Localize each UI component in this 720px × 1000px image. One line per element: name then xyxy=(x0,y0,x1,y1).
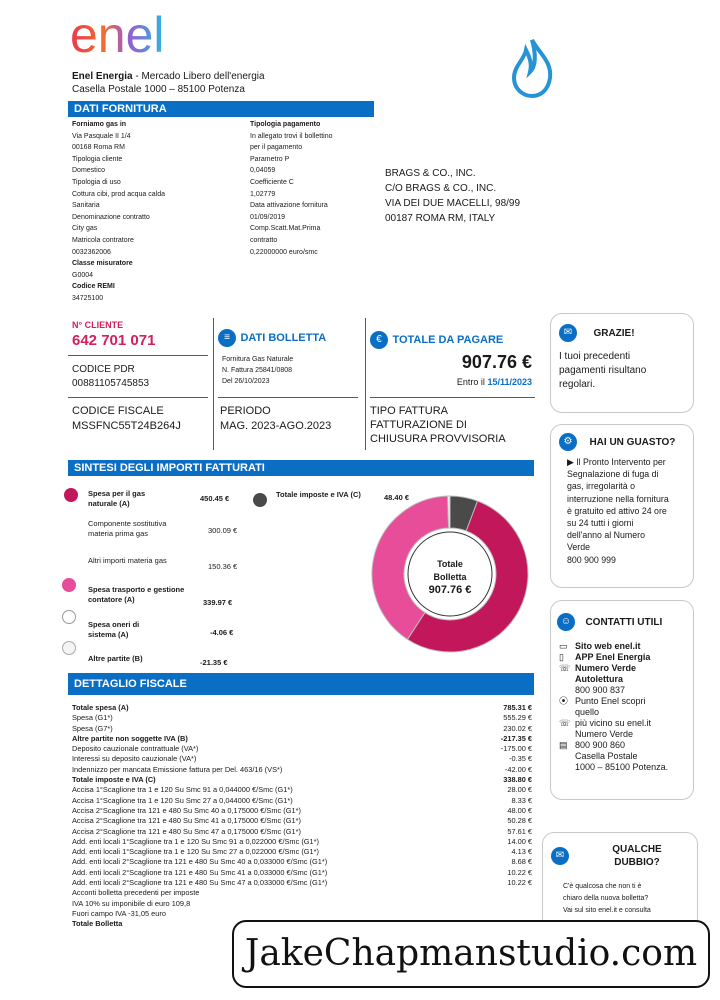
fiscale-row xyxy=(72,837,532,847)
fiscale-value xyxy=(472,909,532,919)
fiscale-value: 230.02 € xyxy=(503,723,532,733)
altri-importi-label: Altri importi materia gas xyxy=(88,556,167,565)
bolletta-title: DATI BOLLETTA xyxy=(240,332,327,344)
fiscale-label: Fuori campo IVA -31,05 euro xyxy=(72,908,166,918)
fiscale-value: 785.31 € xyxy=(503,703,532,712)
donut-center-label xyxy=(410,558,490,597)
guasto-title: HAI UN GUASTO? xyxy=(589,436,676,448)
pdr-value: 00881105745853 xyxy=(72,378,150,389)
periodo-value: MAG. 2023-AGO.2023 xyxy=(220,420,332,432)
fornitura-line: Domestico xyxy=(72,167,106,175)
fornitura-line: City gas xyxy=(72,225,98,233)
fiscale-label: Add. enti locali 1°Scaglione tra 1 e 120 Su Smc 91 a 0,022000 €/Smc (G1*) xyxy=(72,836,319,846)
tipo-value-1: FATTURAZIONE DI xyxy=(370,419,467,431)
cliente-label: N° CLIENTE xyxy=(72,320,124,330)
fiscale-value xyxy=(472,899,532,909)
contact-icon xyxy=(559,685,575,696)
contact-text: 800 900 860 xyxy=(575,740,626,750)
contact-icon xyxy=(559,729,575,740)
bolletta-title-row xyxy=(218,329,326,347)
fiscale-row xyxy=(72,909,532,919)
bolletta-details xyxy=(222,354,293,387)
guasto-line: interruzione nella fornitura xyxy=(567,493,669,504)
dubbio-line: chiaro della nuova bolletta? xyxy=(563,895,649,902)
svg-text:enel: enel xyxy=(70,7,165,63)
guasto-line: 800 900 999 xyxy=(567,554,616,565)
fornitura-left-column xyxy=(72,119,242,305)
fiscale-label: Acconti bolletta precedenti per imposte xyxy=(72,888,200,898)
cliente-block xyxy=(72,320,155,349)
fiscale-table xyxy=(72,703,532,930)
totale-due xyxy=(400,377,532,387)
fiscale-value: 10.22 € xyxy=(507,878,532,888)
fiscale-label: Spesa (G7*) xyxy=(72,723,113,733)
dubbio-title-2: DUBBIO? xyxy=(614,857,660,868)
fiscale-row xyxy=(72,888,532,898)
fornitura-line: 0032362006 xyxy=(72,248,111,256)
guasto-line: su 24 tutti i giorni xyxy=(567,518,634,529)
totale-title: TOTALE DA PAGARE xyxy=(392,334,504,346)
totale-iva-value: 48.40 € xyxy=(384,493,410,502)
fornitura-line: G0004 xyxy=(72,271,94,279)
dubbio-icon-wrap xyxy=(551,847,569,865)
company-name: Enel Energia xyxy=(72,71,133,82)
donut-label-1: Totale xyxy=(437,559,463,569)
contatti-row xyxy=(559,707,691,718)
fiscale-row xyxy=(72,734,532,744)
bolletta-line: N. Fattura 25841/0808 xyxy=(222,367,293,374)
fiscale-row xyxy=(72,878,532,888)
tipo-value-2: CHIUSURA PROVVISORIA xyxy=(370,433,506,445)
fornitura-line: Coefficiente C xyxy=(250,178,294,186)
fornitura-line: Denominazione contratto xyxy=(72,213,150,221)
dubbio-text xyxy=(563,881,651,917)
fornitura-line: Comp.Scatt.Mat.Prima xyxy=(250,225,321,233)
contatti-row xyxy=(559,652,691,663)
fiscale-label: Altre partite non soggette IVA (B) xyxy=(72,733,188,743)
legend-partite-dot xyxy=(62,641,76,655)
fiscale-value: 14.00 € xyxy=(507,836,532,846)
donut-label-2: Bolletta xyxy=(433,572,467,582)
fiscale-row xyxy=(72,724,532,734)
fiscale-label: Spesa (G1*) xyxy=(72,713,113,723)
fiscale-row xyxy=(72,703,532,713)
contact-icon: ▤ xyxy=(559,740,568,750)
fornitura-line: 0,04059 xyxy=(250,167,276,175)
dati-fornitura-header: DATI FORNITURA xyxy=(68,101,374,117)
fornitura-line: Tipologia pagamento xyxy=(250,121,321,128)
recipient-line: C/O BRAGS & CO., INC. xyxy=(385,183,497,194)
contact-text: 800 900 837 xyxy=(575,685,626,695)
periodo-label: PERIODO xyxy=(220,405,271,417)
fiscale-value: 4.13 € xyxy=(511,847,532,857)
totale-iva-label: Totale imposte e IVA (C) xyxy=(276,490,361,499)
donut-slice-3 xyxy=(448,496,450,528)
legend-iva-dot xyxy=(253,493,267,507)
contact-text: Numero Verde xyxy=(575,729,634,739)
trasporto-label: Spesa trasporto e gestione contatore (A) xyxy=(88,585,185,604)
codice-fiscale-block xyxy=(72,404,181,434)
cliente-number: 642 701 071 xyxy=(72,332,156,349)
fiscale-label: Totale imposte e IVA (C) xyxy=(72,775,156,785)
enel-logo xyxy=(70,6,200,66)
fiscale-row xyxy=(72,868,532,878)
contact-icon: ⦿ xyxy=(559,696,569,706)
sintesi-header: SINTESI DEGLI IMPORTI FATTURATI xyxy=(68,460,534,476)
fiscale-header: DETTAGLIO FISCALE xyxy=(68,673,534,695)
fiscale-value: 48.00 € xyxy=(507,805,532,815)
divider xyxy=(218,397,358,398)
contatti-row xyxy=(559,729,691,740)
contact-icon: ▯ xyxy=(559,652,564,662)
grazie-line: regolari. xyxy=(559,379,596,390)
contact-text: Autolettura xyxy=(575,674,623,684)
fornitura-line: Cottura cibi, prod acqua calda xyxy=(72,190,165,198)
dubbio-title-1: QUALCHE xyxy=(612,844,662,855)
totale-title-row xyxy=(370,331,503,349)
contatti-row xyxy=(559,641,691,652)
fiscale-row xyxy=(72,827,532,837)
fornitura-line: Matricola contratore xyxy=(72,236,134,244)
fornitura-line: 34725100 xyxy=(72,294,104,302)
bolletta-line: Fornitura Gas Naturale xyxy=(222,356,294,363)
spesa-gas-label: Spesa per il gas naturale (A) xyxy=(88,489,146,508)
fiscale-row xyxy=(72,713,532,723)
fiscale-label: Add. enti locali 2°Scaglione tra 121 e 480 Su Smc 47 a 0,033000 €/Smc (G1*) xyxy=(72,878,328,888)
fiscale-label: Totale spesa (A) xyxy=(72,703,129,712)
contact-icon: ☏ xyxy=(559,718,571,728)
guasto-line: Segnalazione di fuga di xyxy=(567,469,659,480)
fiscale-row xyxy=(72,899,532,909)
contatti-row xyxy=(559,740,691,751)
fiscale-label: Indennizzo per mancata Emissione fattura per Del. 463/16 (VS*) xyxy=(72,764,283,774)
grazie-line: I tuoi precedenti xyxy=(559,351,631,362)
legend-trasporto-dot xyxy=(62,578,76,592)
fiscale-row xyxy=(72,775,532,785)
contact-icon xyxy=(559,674,575,685)
grazie-title-row xyxy=(559,324,635,342)
fiscale-label: Add. enti locali 1°Scaglione tra 1 e 120 Su Smc 27 a 0,022000 €/Smc (G1*) xyxy=(72,847,319,857)
watermark: JakeChapmanstudio.com xyxy=(232,920,710,988)
fiscale-value xyxy=(472,888,532,898)
due-prefix: Entro il xyxy=(456,377,485,387)
divider xyxy=(365,318,366,450)
oneri-value: -4.06 € xyxy=(210,628,234,637)
spesa-gas-value: 450.45 € xyxy=(200,494,230,503)
fornitura-line: Via Pasquale II 1/4 xyxy=(72,132,131,140)
fornitura-line: contratto xyxy=(250,236,278,244)
contatti-row xyxy=(559,751,691,762)
fiscale-label: Totale Bolletta xyxy=(72,919,123,929)
fornitura-line: 0,22000000 euro/smc xyxy=(250,248,318,256)
guasto-line: dell'anno al Numero xyxy=(567,530,645,541)
divider xyxy=(68,355,208,356)
contatti-row xyxy=(559,674,691,685)
fiscale-label: Accisa 2°Scaglione tra 121 e 480 Su Smc 41 a 0,175000 €/Smc (G1*) xyxy=(72,816,301,826)
guasto-text xyxy=(567,456,669,566)
divider xyxy=(68,397,208,398)
grazie-line: pagamenti risultano xyxy=(559,365,647,376)
fornitura-line: Tipologia cliente xyxy=(72,155,123,163)
fiscale-row xyxy=(72,785,532,795)
contact-text: più vicino su enel.it xyxy=(575,718,652,728)
fornitura-line: 00168 Roma RM xyxy=(72,144,125,152)
fiscale-value: 28.00 € xyxy=(507,785,532,795)
fiscale-row xyxy=(72,744,532,754)
contact-icon xyxy=(559,707,575,718)
trasporto-value: 339.97 € xyxy=(203,598,233,607)
divider xyxy=(213,318,214,450)
recipient-line: BRAGS & CO., INC. xyxy=(385,168,476,179)
contatti-row xyxy=(559,718,691,729)
contact-text: Punto Enel scopri xyxy=(575,696,646,706)
grazie-text xyxy=(559,350,646,392)
fiscale-row xyxy=(72,765,532,775)
guasto-line: ▶ Il Pronto Intervento per xyxy=(567,457,666,467)
contatti-title: CONTATTI UTILI xyxy=(585,616,663,628)
fiscale-row xyxy=(72,857,532,867)
fornitura-right-column xyxy=(250,119,380,258)
fiscale-row xyxy=(72,847,532,857)
fiscale-label: Interessi su deposito cauzionale (VA*) xyxy=(72,754,197,764)
guasto-line: Verde xyxy=(567,542,590,553)
contact-text: Casella Postale xyxy=(575,751,638,761)
mail-icon: ✉ xyxy=(551,847,569,865)
euro-icon: € xyxy=(370,331,388,349)
grazie-title: GRAZIE! xyxy=(593,327,635,339)
contact-icon xyxy=(559,751,575,762)
contact-text: Numero Verde xyxy=(575,663,637,673)
fiscale-value: 10.22 € xyxy=(507,867,532,877)
legend-oneri-dot xyxy=(62,610,76,624)
fornitura-line: Classe misuratore xyxy=(72,260,133,268)
recipient-address xyxy=(385,166,520,226)
fiscale-label: Add. enti locali 2°Scaglione tra 121 e 480 Su Smc 40 a 0,033000 €/Smc (G1*) xyxy=(72,857,328,867)
pdr-block xyxy=(72,363,149,391)
partite-value: -21.35 € xyxy=(200,658,228,667)
fornitura-line: 1,02779 xyxy=(250,190,276,198)
fornitura-line: per il pagamento xyxy=(250,144,303,152)
document-icon: ≡ xyxy=(218,329,236,347)
fornitura-line: Sanitaria xyxy=(72,202,100,210)
fiscale-value: -42.00 € xyxy=(504,764,532,774)
contact-text: Sito web enel.it xyxy=(575,641,641,651)
fiscale-label: Add. enti locali 2°Scaglione tra 121 e 480 Su Smc 41 a 0,033000 €/Smc (G1*) xyxy=(72,867,328,877)
guasto-title-row xyxy=(559,433,675,451)
guasto-card xyxy=(550,424,694,588)
contatti-card xyxy=(550,600,694,800)
fiscale-value: 8.33 € xyxy=(511,795,532,805)
guasto-line: gas, irregolarità o xyxy=(567,481,635,492)
fiscale-value: 8.68 € xyxy=(511,857,532,867)
dubbio-line: C'è qualcosa che non ti è xyxy=(563,883,642,890)
fiscale-row xyxy=(72,796,532,806)
fiscale-label: Accisa 2°Scaglione tra 121 e 480 Su Smc 40 a 0,175000 €/Smc (G1*) xyxy=(72,805,301,815)
cf-label: CODICE FISCALE xyxy=(72,405,164,417)
dubbio-title xyxy=(587,843,687,869)
tipo-fattura-block xyxy=(370,404,506,446)
fiscale-label: Accisa 1°Scaglione tra 1 e 120 Su Smc 91 a 0,044000 €/Smc (G1*) xyxy=(72,785,293,795)
fornitura-line: Data attivazione fornitura xyxy=(250,202,328,210)
fornitura-line: In allegato trovi il bollettino xyxy=(250,132,333,140)
fiscale-row xyxy=(72,754,532,764)
recipient-line: 00187 ROMA RM, ITALY xyxy=(385,213,496,224)
fiscale-value: 555.29 € xyxy=(503,713,532,723)
gas-flame-icon xyxy=(510,38,554,98)
contatti-list xyxy=(559,641,691,773)
due-date: 15/11/2023 xyxy=(487,377,532,387)
fiscale-value: -0.35 € xyxy=(508,754,532,764)
contatti-row xyxy=(559,663,691,674)
pdr-label: CODICE PDR xyxy=(72,364,135,375)
oneri-label: Spesa oneri di sistema (A) xyxy=(88,620,140,639)
fiscale-value: 50.28 € xyxy=(507,816,532,826)
fiscale-value: 338.80 € xyxy=(503,775,532,785)
grazie-card xyxy=(550,313,694,413)
partite-label: Altre partite (B) xyxy=(88,654,143,663)
componente-label: Componente sostitutiva materia prima gas xyxy=(88,519,167,538)
contact-text: 1000 – 85100 Potenza. xyxy=(575,762,669,772)
contact-icon: ☏ xyxy=(559,663,571,673)
donut-amount: 907.76 € xyxy=(428,584,472,596)
fornitura-line: 01/09/2019 xyxy=(250,213,286,221)
divider xyxy=(370,397,535,398)
fiscale-label: Deposito cauzionale contrattuale (VA*) xyxy=(72,744,199,754)
gear-icon: ⚙ xyxy=(559,433,577,451)
fiscale-label: IVA 10% su imponibile di euro 109,8 xyxy=(72,898,191,908)
tipo-label: TIPO FATTURA xyxy=(370,405,449,417)
fornitura-line: Parametro P xyxy=(250,155,290,163)
contatti-row xyxy=(559,762,691,773)
fiscale-row xyxy=(72,806,532,816)
guasto-line: è gratuito ed attivo 24 ore xyxy=(567,505,667,516)
dubbio-line: Vai sul sito enel.it e consulta xyxy=(563,907,651,914)
periodo-block xyxy=(220,404,331,434)
contact-text: quello xyxy=(575,707,600,717)
contact-icon: ▭ xyxy=(559,641,568,651)
contatti-row xyxy=(559,685,691,696)
contatti-row xyxy=(559,696,691,707)
contatti-title-row xyxy=(557,613,662,631)
fornitura-line: Tipologia di uso xyxy=(72,178,121,186)
company-suffix: - Mercado Libero dell'energia xyxy=(132,71,265,82)
totale-amount: 907.76 € xyxy=(461,352,532,372)
fiscale-value: -175.00 € xyxy=(500,744,532,754)
po-box: Casella Postale 1000 – 85100 Potenza xyxy=(72,84,245,95)
cf-value: MSSFNC55T24B264J xyxy=(72,420,181,432)
legend-gas-dot xyxy=(64,488,78,502)
contact-text: APP Enel Energia xyxy=(575,652,651,662)
fiscale-value: 57.61 € xyxy=(507,826,532,836)
recipient-line: VIA DEI DUE MACELLI, 98/99 xyxy=(385,198,521,209)
fiscale-label: Accisa 1°Scaglione tra 1 e 120 Su Smc 27 a 0,044000 €/Smc (G1*) xyxy=(72,795,293,805)
altri-importi-value: 150.36 € xyxy=(208,562,238,571)
bolletta-line: Del 26/10/2023 xyxy=(222,378,270,385)
fiscale-value: -217.35 € xyxy=(500,733,532,743)
fornitura-line: Forniamo gas in xyxy=(72,121,127,128)
fiscale-row xyxy=(72,816,532,826)
people-icon: ☺ xyxy=(557,613,575,631)
fiscale-label: Accisa 2°Scaglione tra 121 e 480 Su Smc 47 a 0,175000 €/Smc (G1*) xyxy=(72,826,301,836)
componente-value: 300.09 € xyxy=(208,526,238,535)
fornitura-line: Codice REMI xyxy=(72,283,115,291)
mail-icon: ✉ xyxy=(559,324,577,342)
sender-address xyxy=(72,70,265,96)
contact-icon xyxy=(559,762,575,773)
